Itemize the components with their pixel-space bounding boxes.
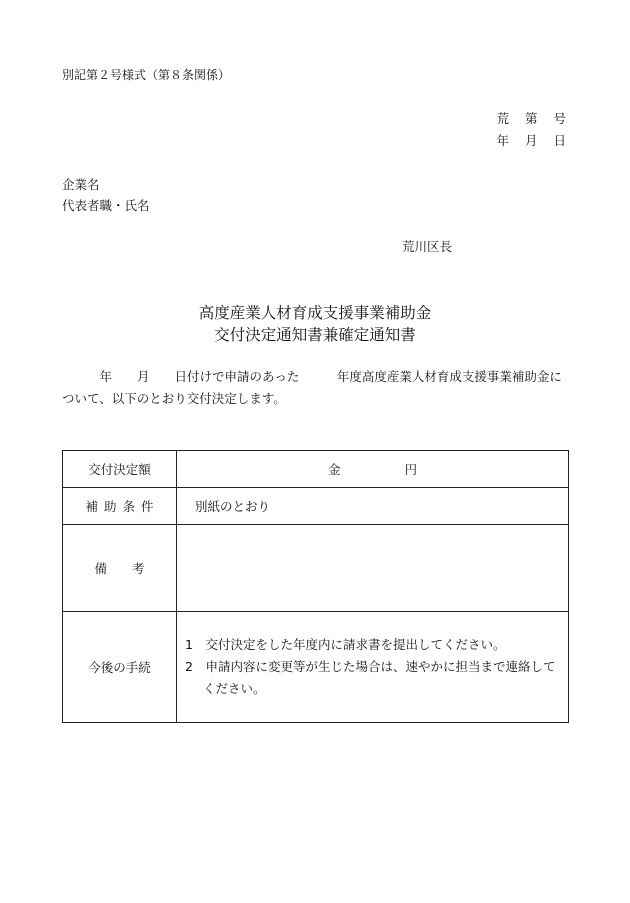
procedure-cell: [177, 612, 569, 723]
amount-value: 金 円: [177, 451, 569, 488]
document-title-line1: 高度産業人材育成支援事業補助金: [198, 304, 432, 322]
form-label: 別記第２号様式（第８条関係）: [62, 68, 231, 82]
amount-row: [63, 451, 569, 488]
remarks-value: [177, 525, 569, 612]
amount-label: 交付決定額: [63, 451, 177, 488]
reference-number: 荒 第 号: [496, 111, 566, 126]
issue-date: 年 月 日: [496, 133, 566, 148]
body-text: 年 月 日付けで申請のあった 年度高度産業人材育成支援事業補助金について、以下のとおり交付決定します。: [62, 369, 562, 406]
issuer: 荒川区長: [402, 239, 453, 254]
procedure-item-1: 1 交付決定をした年度内に請求書を提出してください。: [185, 637, 506, 652]
document-title-line2: 交付決定通知書兼確定通知書: [214, 326, 416, 344]
remarks-row: [63, 525, 569, 612]
procedure-label: 今後の手続: [63, 612, 177, 723]
company-name-label: 企業名: [62, 177, 100, 192]
procedure-item-2: 2 申請内容に変更等が生じた場合は、速やかに担当まで連絡してください。: [185, 659, 556, 696]
conditions-label: 補 助 条 件: [63, 488, 177, 525]
representative-label: 代表者職・氏名: [62, 198, 150, 213]
decision-table: [62, 450, 569, 723]
remarks-label: 備 考: [63, 525, 177, 612]
conditions-value: 別紙のとおり: [177, 488, 569, 525]
procedure-row: [63, 612, 569, 723]
conditions-row: [63, 488, 569, 525]
